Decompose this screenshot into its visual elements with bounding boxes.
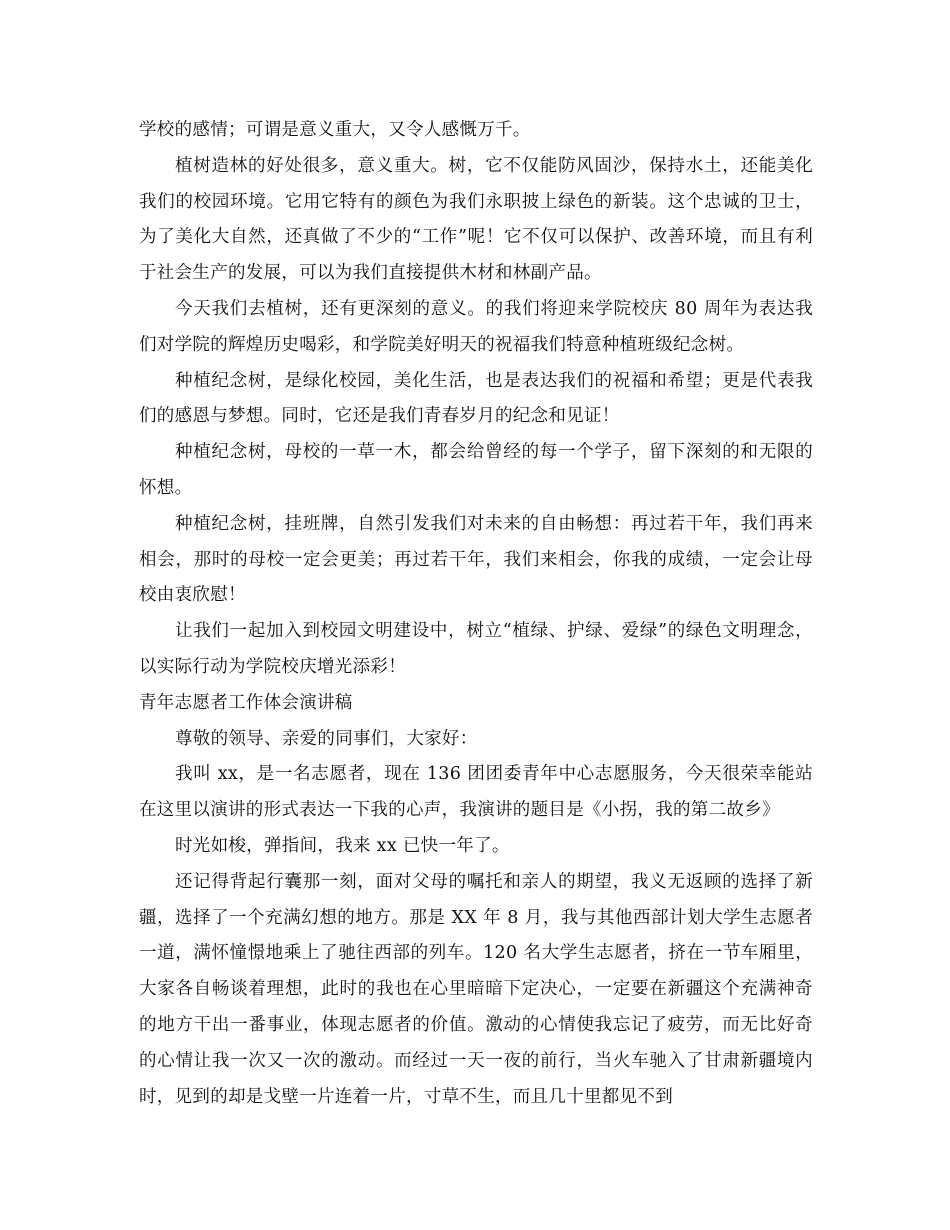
paragraph-greeting: 尊敬的领导、亲爱的同事们，大家好：: [175, 728, 478, 749]
paragraph-call-to-action: 让我们一起加入到校园文明建设中，树立“植绿、护绿、爱绿”的绿色文明理念，以实际行动为学院校庆增光添彩！: [139, 621, 813, 677]
paragraph-deeper-meaning: 今天我们去植树，还有更深刻的意义。的我们将迎来学院校庆 80 周年为表达我们对学院的辉煌历史喝彩，和学院美好明天的祝福我们特意种植班级纪念树。: [139, 298, 813, 355]
section-title: 青年志愿者工作体会演讲稿: [139, 692, 353, 713]
paragraph-memorial-tree-1: 种植纪念树，是绿化校园，美化生活，也是表达我们的祝福和希望；更是代表我们的感恩与梦想。同时，它还是我们青春岁月的纪念和见证！: [139, 370, 813, 427]
paragraph-self-intro: 我叫 xx，是一名志愿者，现在 136 团团委青年中心志愿服务，今天很荣幸能站在这里以演讲的形式表达一下我的心声，我演讲的题目是《小拐，我的第二故乡》: [139, 764, 813, 821]
paragraph-journey: 还记得背起行囊那一刻，面对父母的嘱托和亲人的期望，我义无返顾的选择了新疆，选择了一个充满幻想的地方。那是 XX 年 8 月，我与其他西部计划大学生志愿者一道，满怀憧憬地乘上了驰往西部的列车。120 名大学生志愿者，挤在一节车厢里，大家各自畅谈着理想，此时的我也在心里暗暗下定决心，一定要在新疆这个充满神奇的地方干出一番事业，体现志愿者的价值。激动的心情使我忘记了疲劳，而无比好奇的心情让我一次又一次的激动。而经过一天一夜的前行，当火车驰入了甘肃新疆境内时，见到的却是戈壁一片连着一片，寸草不生，而且几十里都见不到: [139, 871, 813, 1107]
paragraph-time-passes: 时光如梭，弹指间，我来 xx 已快一年了。: [175, 835, 510, 856]
paragraph-memorial-tree-3: 种植纪念树，挂班牌，自然引发我们对未来的自由畅想：再过若干年，我们再来相会，那时的母校一定会更美；再过若干年，我们来相会，你我的成绩，一定会让母校由衷欣慰！: [139, 513, 813, 606]
paragraph-school-feelings: 学校的感情；可谓是意义重大，又令人感慨万千。: [139, 120, 531, 140]
paragraph-memorial-tree-2: 种植纪念树，母校的一草一木，都会给曾经的每一个学子，留下深刻的和无限的怀想。: [139, 442, 813, 498]
document-page: [139, 113, 813, 1115]
paragraph-tree-benefits: 植树造林的好处很多，意义重大。树，它不仅能防风固沙，保持水土，还能美化我们的校园环境。它用它特有的颜色为我们永职披上绿色的新装。这个忠诚的卫士，为了美化大自然，还真做了不少的“工作”呢！它不仅可以保护、改善环境，而且有利于社会生产的发展，可以为我们直接提供木材和林副产品。: [139, 155, 813, 284]
